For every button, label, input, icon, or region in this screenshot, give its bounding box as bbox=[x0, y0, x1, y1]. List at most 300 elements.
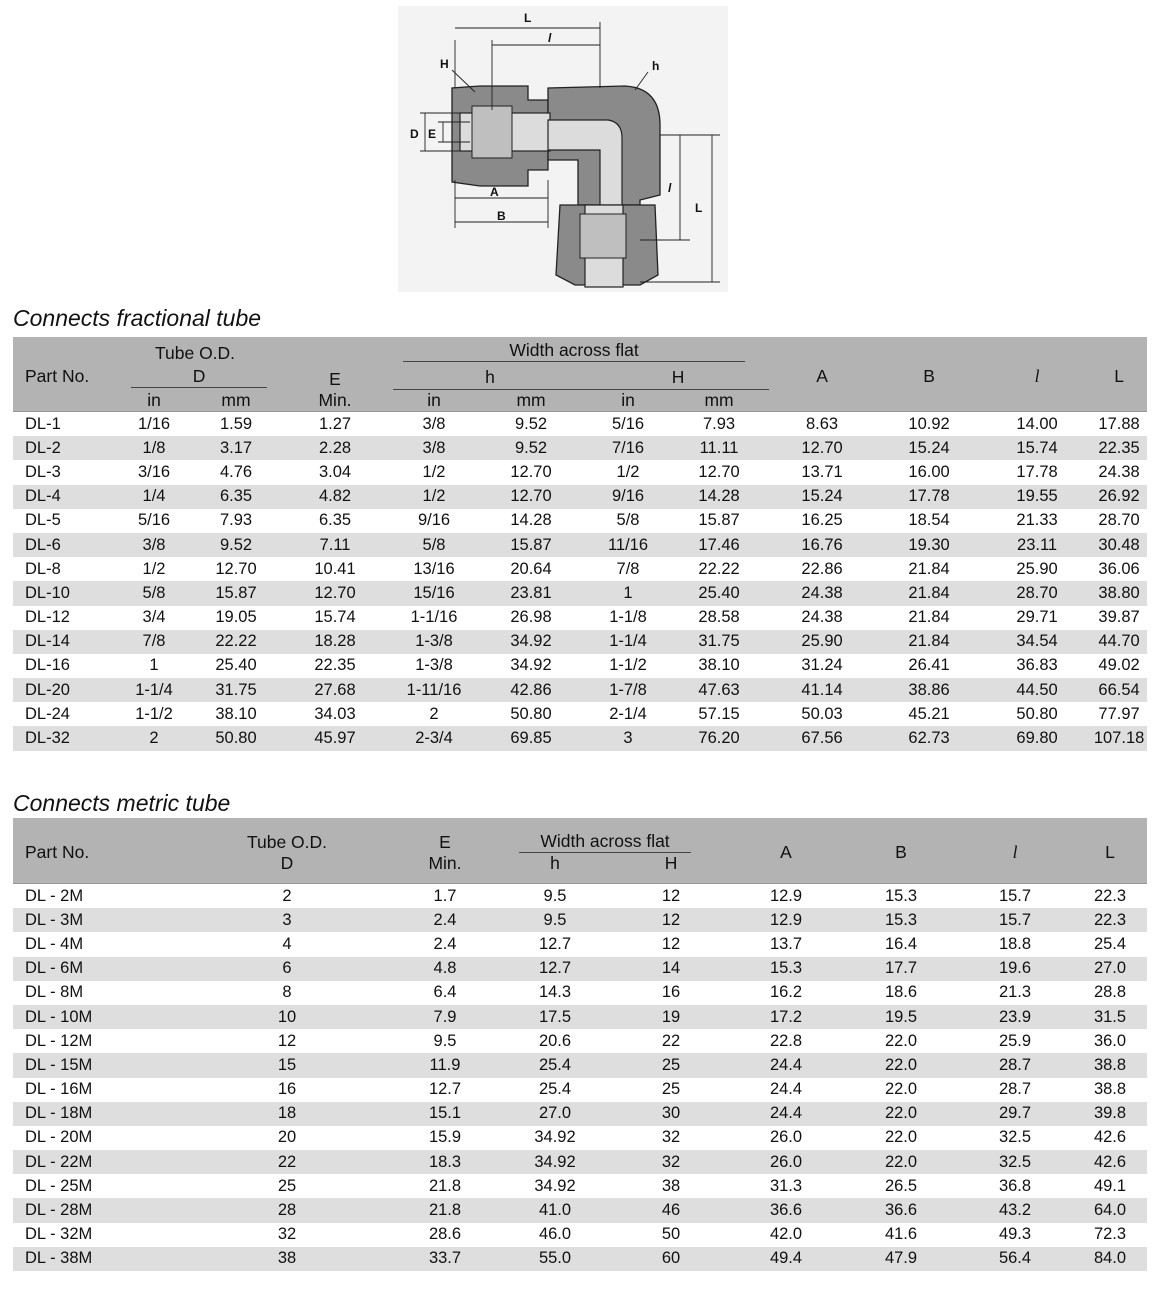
cell-part-no: DL-10 bbox=[13, 581, 113, 605]
header-width-across-flat: Width across flat bbox=[403, 340, 745, 362]
cell-hbig-in: 5/16 bbox=[587, 412, 669, 437]
cell-tube-od-mm: 9.52 bbox=[195, 533, 277, 557]
cell-hbig-in: 7/16 bbox=[587, 436, 669, 460]
table-row bbox=[13, 1102, 1147, 1126]
diagram-label-H: H bbox=[440, 57, 449, 71]
cell-tube-od-in: 5/16 bbox=[137, 511, 171, 530]
cell-l-big: 42.6 bbox=[1093, 1128, 1127, 1147]
table-row bbox=[13, 1247, 1147, 1271]
cell-h-in: 13/16 bbox=[413, 559, 455, 578]
cell-e-min: 2.4 bbox=[433, 934, 457, 953]
cell-b: 19.30 bbox=[875, 533, 983, 557]
cell-hbig-mm: 17.46 bbox=[669, 533, 769, 557]
cell-part-no: DL-16 bbox=[25, 656, 70, 675]
cell-hbig-mm: 31.75 bbox=[669, 630, 769, 654]
cell-l-big: 22.35 bbox=[1091, 436, 1147, 460]
header-e-min: Min. bbox=[277, 390, 393, 412]
cell-h-mm: 34.92 bbox=[475, 630, 587, 654]
metric-header-e: E bbox=[395, 818, 495, 853]
cell-tube-od-in: 3/4 bbox=[142, 608, 166, 627]
cell-a: 67.56 bbox=[769, 726, 875, 750]
cell-h-small: 34.92 bbox=[534, 1128, 576, 1147]
metric-header-b: B bbox=[845, 818, 957, 884]
cell-e-min: 3.04 bbox=[318, 462, 352, 481]
cell-l-big: 36.06 bbox=[1098, 559, 1140, 578]
cell-h-in: 1-3/8 bbox=[415, 656, 453, 675]
table-row bbox=[13, 1223, 1147, 1247]
cell-tube-od-d: 22 bbox=[179, 1150, 395, 1174]
cell-l-big: 42.6 bbox=[1073, 1150, 1147, 1174]
cell-e-min: 10.41 bbox=[314, 559, 356, 578]
cell-h-big: 14 bbox=[615, 957, 727, 981]
cell-b: 21.84 bbox=[908, 608, 950, 627]
cell-b: 26.5 bbox=[884, 1176, 918, 1195]
cell-e-min: 21.8 bbox=[428, 1176, 462, 1195]
cell-l-small: 29.71 bbox=[1016, 608, 1058, 627]
table-row bbox=[13, 884, 1147, 909]
cell-tube-od-in: 2 bbox=[113, 726, 195, 750]
cell-b: 41.6 bbox=[884, 1225, 918, 1244]
cell-a: 13.71 bbox=[801, 462, 843, 481]
cell-e-min: 1.7 bbox=[395, 884, 495, 909]
cell-part-no: DL - 3M bbox=[13, 908, 179, 932]
cell-part-no: DL - 4M bbox=[25, 934, 84, 953]
cell-a: 36.6 bbox=[727, 1198, 845, 1222]
cell-b: 22.0 bbox=[845, 1053, 957, 1077]
cell-a: 17.2 bbox=[727, 1005, 845, 1029]
cell-l-big: 24.38 bbox=[1098, 462, 1140, 481]
cell-b: 21.84 bbox=[875, 581, 983, 605]
cell-tube-od-mm: 22.22 bbox=[195, 630, 277, 654]
cell-l-small: 43.2 bbox=[957, 1198, 1073, 1222]
cell-b: 16.00 bbox=[908, 462, 950, 481]
cell-h-small: 20.6 bbox=[538, 1031, 572, 1050]
cell-e-min: 22.35 bbox=[314, 656, 356, 675]
metric-header-tube-od: Tube O.D. bbox=[179, 818, 395, 853]
cell-part-no: DL - 2M bbox=[13, 884, 179, 909]
cell-tube-od-mm: 12.70 bbox=[215, 559, 257, 578]
cell-h-in: 1/2 bbox=[422, 462, 446, 481]
cell-hbig-mm: 28.58 bbox=[698, 608, 740, 627]
cell-e-min: 18.3 bbox=[395, 1150, 495, 1174]
table-row bbox=[13, 412, 1147, 437]
cell-h-big: 50 bbox=[661, 1225, 681, 1244]
cell-a: 24.4 bbox=[727, 1053, 845, 1077]
table-row bbox=[13, 932, 1147, 956]
cell-a: 16.2 bbox=[769, 983, 803, 1002]
cell-tube-od-mm: 31.75 bbox=[195, 678, 277, 702]
elbow-fitting-diagram bbox=[398, 6, 728, 292]
cell-l-big: 77.97 bbox=[1098, 704, 1140, 723]
cell-b: 22.0 bbox=[845, 1102, 957, 1126]
cell-part-no: DL-20 bbox=[13, 678, 113, 702]
header-e: E bbox=[277, 337, 393, 390]
cell-h-mm: 69.85 bbox=[475, 726, 587, 750]
cell-a: 26.0 bbox=[769, 1128, 803, 1147]
cell-hbig-mm: 7.93 bbox=[669, 412, 769, 437]
cell-hbig-mm: 15.87 bbox=[698, 511, 740, 530]
cell-tube-od-d: 18 bbox=[179, 1102, 395, 1126]
header-l-big: L bbox=[1091, 337, 1147, 412]
cell-tube-od-in: 1 bbox=[149, 656, 159, 675]
cell-tube-od-mm: 6.35 bbox=[195, 485, 277, 509]
table-row bbox=[13, 485, 1147, 509]
cell-l-small: 29.7 bbox=[957, 1102, 1073, 1126]
cell-tube-od-mm: 25.40 bbox=[215, 656, 257, 675]
header-d-mm: mm bbox=[195, 390, 277, 412]
cell-tube-od-d: 6 bbox=[179, 957, 395, 981]
cell-tube-od-in: 1/8 bbox=[113, 436, 195, 460]
cell-l-big: 44.70 bbox=[1091, 630, 1147, 654]
cell-e-min: 27.68 bbox=[277, 678, 393, 702]
cell-h-in: 1-11/16 bbox=[393, 678, 475, 702]
cell-a: 25.90 bbox=[769, 630, 875, 654]
diagram-label-l-top: l bbox=[548, 31, 552, 45]
cell-b: 18.6 bbox=[884, 983, 918, 1002]
cell-a: 49.4 bbox=[727, 1247, 845, 1271]
cell-h-big: 12 bbox=[615, 908, 727, 932]
cell-part-no: DL-4 bbox=[13, 485, 113, 509]
cell-e-min: 15.74 bbox=[314, 608, 356, 627]
cell-l-big: 84.0 bbox=[1073, 1247, 1147, 1271]
cell-h-big: 12 bbox=[661, 934, 681, 953]
cell-b: 26.41 bbox=[908, 656, 950, 675]
cell-a: 24.4 bbox=[769, 1080, 803, 1099]
cell-hbig-mm: 47.63 bbox=[669, 678, 769, 702]
cell-hbig-mm: 22.22 bbox=[698, 559, 740, 578]
cell-l-big: 107.18 bbox=[1091, 726, 1147, 750]
cell-tube-od-mm: 50.80 bbox=[195, 726, 277, 750]
cell-l-big: 17.88 bbox=[1091, 412, 1147, 437]
cell-l-big: 72.3 bbox=[1093, 1225, 1127, 1244]
cell-tube-od-d: 15 bbox=[179, 1053, 395, 1077]
cell-a: 42.0 bbox=[769, 1225, 803, 1244]
cell-h-mm: 23.81 bbox=[475, 581, 587, 605]
cell-hbig-mm: 25.40 bbox=[669, 581, 769, 605]
cell-part-no: DL - 18M bbox=[13, 1102, 179, 1126]
cell-l-small: 25.9 bbox=[998, 1031, 1032, 1050]
cell-part-no: DL-12 bbox=[25, 608, 70, 627]
cell-b: 15.24 bbox=[875, 436, 983, 460]
cell-e-min: 34.03 bbox=[314, 704, 356, 723]
table-row bbox=[13, 908, 1147, 932]
cell-tube-od-d: 3 bbox=[179, 908, 395, 932]
cell-e-min: 15.9 bbox=[428, 1128, 462, 1147]
cell-tube-od-d: 28 bbox=[179, 1198, 395, 1222]
table-row bbox=[13, 981, 1147, 1005]
metric-header-l-small: l bbox=[957, 818, 1073, 884]
cell-part-no: DL-32 bbox=[13, 726, 113, 750]
diagram-label-l-side: l bbox=[668, 181, 672, 195]
header-b: B bbox=[875, 337, 983, 412]
cell-hbig-mm: 11.11 bbox=[669, 436, 769, 460]
cell-tube-od-mm: 1.59 bbox=[195, 412, 277, 437]
cell-h-small: 17.5 bbox=[495, 1005, 615, 1029]
cell-l-small: 44.50 bbox=[983, 678, 1091, 702]
cell-part-no: DL - 32M bbox=[25, 1225, 93, 1244]
cell-h-small: 9.5 bbox=[495, 908, 615, 932]
metric-header-l-big: L bbox=[1073, 818, 1147, 884]
cell-a: 22.8 bbox=[769, 1031, 803, 1050]
cell-l-small: 32.5 bbox=[957, 1150, 1073, 1174]
cell-b: 15.3 bbox=[845, 884, 957, 909]
cell-l-small: 32.5 bbox=[998, 1128, 1032, 1147]
table-row bbox=[13, 509, 1147, 533]
cell-l-big: 22.3 bbox=[1073, 908, 1147, 932]
cell-tube-od-in: 5/8 bbox=[113, 581, 195, 605]
cell-h-big: 25 bbox=[661, 1080, 681, 1099]
cell-tube-od-mm: 38.10 bbox=[215, 704, 257, 723]
cell-h-mm: 26.98 bbox=[510, 608, 552, 627]
cell-e-min: 33.7 bbox=[395, 1247, 495, 1271]
cell-e-min: 2.4 bbox=[395, 908, 495, 932]
cell-hbig-mm: 38.10 bbox=[698, 656, 740, 675]
cell-e-min: 12.7 bbox=[428, 1080, 462, 1099]
table-row bbox=[13, 557, 1147, 581]
cell-l-big: 28.70 bbox=[1098, 511, 1140, 530]
table-row bbox=[13, 1198, 1147, 1222]
cell-b: 17.78 bbox=[875, 485, 983, 509]
cell-part-no: DL-1 bbox=[13, 412, 113, 437]
cell-l-big: 36.0 bbox=[1093, 1031, 1127, 1050]
table-row bbox=[13, 678, 1147, 702]
table-row bbox=[13, 581, 1147, 605]
cell-b: 38.86 bbox=[875, 678, 983, 702]
cell-l-small: 36.8 bbox=[998, 1176, 1032, 1195]
cell-l-big: 49.1 bbox=[1093, 1176, 1127, 1195]
cell-l-small: 23.11 bbox=[983, 533, 1091, 557]
cell-a: 24.4 bbox=[727, 1102, 845, 1126]
cell-h-small: 25.4 bbox=[495, 1053, 615, 1077]
header-h-mm: mm bbox=[475, 390, 587, 412]
cell-l-small: 56.4 bbox=[957, 1247, 1073, 1271]
cell-a: 12.9 bbox=[727, 884, 845, 909]
metric-section-title: Connects metric tube bbox=[13, 790, 231, 816]
cell-h-in: 1-3/8 bbox=[393, 630, 475, 654]
cell-h-big: 38 bbox=[661, 1176, 681, 1195]
header-a: A bbox=[769, 337, 875, 412]
cell-h-in: 5/8 bbox=[393, 533, 475, 557]
cell-l-small: 15.74 bbox=[983, 436, 1091, 460]
cell-e-min: 4.82 bbox=[277, 485, 393, 509]
cell-l-small: 21.3 bbox=[998, 983, 1032, 1002]
cell-h-small: 55.0 bbox=[495, 1247, 615, 1271]
cell-a: 41.14 bbox=[769, 678, 875, 702]
cell-a: 22.86 bbox=[801, 559, 843, 578]
table-row bbox=[13, 726, 1147, 750]
cell-l-small: 15.7 bbox=[957, 908, 1073, 932]
cell-l-small: 34.54 bbox=[983, 630, 1091, 654]
diagram-label-D: D bbox=[410, 127, 419, 141]
cell-h-mm: 9.52 bbox=[475, 412, 587, 437]
cell-b: 19.5 bbox=[845, 1005, 957, 1029]
cell-h-in: 9/16 bbox=[417, 511, 451, 530]
cell-a: 12.70 bbox=[769, 436, 875, 460]
cell-l-big: 39.87 bbox=[1098, 608, 1140, 627]
cell-e-min: 7.9 bbox=[395, 1005, 495, 1029]
cell-part-no: DL-24 bbox=[25, 704, 70, 723]
diagram-label-h: h bbox=[652, 59, 660, 73]
table-row bbox=[13, 460, 1147, 484]
diagram-label-B: B bbox=[497, 209, 506, 223]
cell-a: 26.0 bbox=[727, 1150, 845, 1174]
cell-tube-od-mm: 3.17 bbox=[195, 436, 277, 460]
cell-l-big: 39.8 bbox=[1073, 1102, 1147, 1126]
cell-hbig-in: 1-1/4 bbox=[587, 630, 669, 654]
cell-tube-od-in: 1-1/4 bbox=[113, 678, 195, 702]
cell-h-big: 25 bbox=[615, 1053, 727, 1077]
cell-b: 10.92 bbox=[875, 412, 983, 437]
cell-h-small: 25.4 bbox=[538, 1080, 572, 1099]
cell-part-no: DL-3 bbox=[25, 462, 61, 481]
cell-l-big: 64.0 bbox=[1073, 1198, 1147, 1222]
cell-e-min: 9.5 bbox=[433, 1031, 457, 1050]
cell-hbig-mm: 76.20 bbox=[669, 726, 769, 750]
cell-hbig-in: 1-1/2 bbox=[609, 656, 647, 675]
cell-a: 50.03 bbox=[801, 704, 843, 723]
cell-h-small: 12.7 bbox=[495, 957, 615, 981]
cell-b: 22.0 bbox=[884, 1128, 918, 1147]
cell-tube-od-in: 7/8 bbox=[113, 630, 195, 654]
cell-h-in: 3/8 bbox=[393, 412, 475, 437]
cell-b: 16.4 bbox=[884, 934, 918, 953]
cell-h-mm: 12.70 bbox=[475, 485, 587, 509]
cell-h-small: 27.0 bbox=[495, 1102, 615, 1126]
cell-tube-od-d: 38 bbox=[179, 1247, 395, 1271]
cell-part-no: DL-8 bbox=[25, 559, 61, 578]
cell-h-small: 14.3 bbox=[538, 983, 572, 1002]
cell-part-no: DL - 28M bbox=[13, 1198, 179, 1222]
cell-b: 15.3 bbox=[845, 908, 957, 932]
cell-l-big: 66.54 bbox=[1091, 678, 1147, 702]
cell-tube-od-d: 2 bbox=[179, 884, 395, 909]
fractional-tube-table bbox=[13, 337, 1147, 751]
cell-e-min: 12.70 bbox=[277, 581, 393, 605]
cell-part-no: DL-2 bbox=[13, 436, 113, 460]
header-d: D bbox=[131, 366, 267, 388]
cell-l-big: 22.3 bbox=[1073, 884, 1147, 909]
cell-h-big: 16 bbox=[661, 983, 681, 1002]
cell-l-small: 18.8 bbox=[998, 934, 1032, 953]
cell-tube-od-mm: 15.87 bbox=[195, 581, 277, 605]
cell-a: 8.63 bbox=[769, 412, 875, 437]
cell-h-in: 2-3/4 bbox=[393, 726, 475, 750]
cell-hbig-in: 1/2 bbox=[616, 462, 640, 481]
cell-hbig-in: 2-1/4 bbox=[609, 704, 647, 723]
cell-part-no: DL - 16M bbox=[25, 1080, 93, 1099]
cell-tube-od-in: 3/16 bbox=[137, 462, 171, 481]
cell-tube-od-mm: 19.05 bbox=[215, 608, 257, 627]
cell-h-big: 32 bbox=[661, 1128, 681, 1147]
header-hbig-in: in bbox=[587, 390, 669, 412]
cell-tube-od-mm: 7.93 bbox=[219, 511, 253, 530]
cell-h-small: 12.7 bbox=[538, 934, 572, 953]
cell-hbig-in: 9/16 bbox=[587, 485, 669, 509]
cell-l-small: 23.9 bbox=[957, 1005, 1073, 1029]
table-row bbox=[13, 1005, 1147, 1029]
cell-tube-od-d: 25 bbox=[277, 1176, 297, 1195]
cell-tube-od-d: 12 bbox=[277, 1031, 297, 1050]
cell-l-small: 19.6 bbox=[957, 957, 1073, 981]
table-row bbox=[13, 606, 1147, 630]
cell-tube-od-mm: 4.76 bbox=[219, 462, 253, 481]
cell-l-small: 28.7 bbox=[957, 1053, 1073, 1077]
cell-e-min: 45.97 bbox=[277, 726, 393, 750]
header-h-in: in bbox=[393, 390, 475, 412]
cell-l-small: 15.7 bbox=[957, 884, 1073, 909]
table-row bbox=[13, 1174, 1147, 1198]
header-hbig-mm: mm bbox=[669, 390, 769, 412]
cell-b: 22.0 bbox=[884, 1031, 918, 1050]
cell-b: 45.21 bbox=[908, 704, 950, 723]
table-row bbox=[13, 630, 1147, 654]
cell-l-big: 31.5 bbox=[1073, 1005, 1147, 1029]
diagram-label-L-side: L bbox=[695, 201, 703, 215]
fractional-section-title: Connects fractional tube bbox=[13, 305, 262, 331]
cell-tube-od-d: 16 bbox=[277, 1080, 297, 1099]
header-d-in: in bbox=[113, 390, 195, 412]
cell-a: 16.25 bbox=[801, 511, 843, 530]
table-row bbox=[13, 1053, 1147, 1077]
cell-e-min: 6.35 bbox=[318, 511, 352, 530]
cell-b: 21.84 bbox=[908, 559, 950, 578]
cell-part-no: DL - 22M bbox=[13, 1150, 179, 1174]
diagram-label-L-top: L bbox=[524, 11, 532, 25]
cell-h-small: 34.92 bbox=[495, 1150, 615, 1174]
cell-l-big: 27.0 bbox=[1073, 957, 1147, 981]
table-row bbox=[13, 436, 1147, 460]
header-part-no: Part No. bbox=[13, 337, 113, 412]
cell-hbig-in: 5/8 bbox=[616, 511, 640, 530]
cell-l-small: 25.90 bbox=[1016, 559, 1058, 578]
table-row bbox=[13, 957, 1147, 981]
cell-tube-od-in: 1/2 bbox=[142, 559, 166, 578]
cell-tube-od-in: 1-1/2 bbox=[135, 704, 173, 723]
diagram-label-E: E bbox=[428, 127, 437, 141]
cell-l-small: 50.80 bbox=[1016, 704, 1058, 723]
cell-b: 62.73 bbox=[875, 726, 983, 750]
cell-hbig-mm: 12.70 bbox=[698, 462, 740, 481]
cell-part-no: DL - 20M bbox=[25, 1128, 93, 1147]
cell-h-in: 15/16 bbox=[393, 581, 475, 605]
metric-header-e-min: Min. bbox=[395, 853, 495, 884]
cell-tube-od-d: 8 bbox=[282, 983, 292, 1002]
metric-header-a: A bbox=[727, 818, 845, 884]
table-row bbox=[13, 1126, 1147, 1150]
metric-header-d: D bbox=[179, 853, 395, 884]
cell-l-big: 38.80 bbox=[1091, 581, 1147, 605]
cell-a: 13.7 bbox=[769, 934, 803, 953]
table-row bbox=[13, 533, 1147, 557]
cell-hbig-in: 7/8 bbox=[616, 559, 640, 578]
cell-h-big: 32 bbox=[615, 1150, 727, 1174]
cell-a: 15.3 bbox=[727, 957, 845, 981]
cell-part-no: DL - 10M bbox=[13, 1005, 179, 1029]
cell-part-no: DL-6 bbox=[13, 533, 113, 557]
cell-e-min: 28.6 bbox=[428, 1225, 462, 1244]
cell-b: 22.0 bbox=[884, 1080, 918, 1099]
metric-header-width-across-flat: Width across flat bbox=[519, 831, 691, 853]
cell-tube-od-in: 3/8 bbox=[113, 533, 195, 557]
cell-a: 24.38 bbox=[801, 608, 843, 627]
cell-h-mm: 9.52 bbox=[475, 436, 587, 460]
cell-a: 12.9 bbox=[727, 908, 845, 932]
cell-b: 18.54 bbox=[908, 511, 950, 530]
cell-h-mm: 14.28 bbox=[510, 511, 552, 530]
cell-tube-od-d: 32 bbox=[277, 1225, 297, 1244]
cell-l-small: 28.7 bbox=[998, 1080, 1032, 1099]
cell-h-mm: 34.92 bbox=[510, 656, 552, 675]
